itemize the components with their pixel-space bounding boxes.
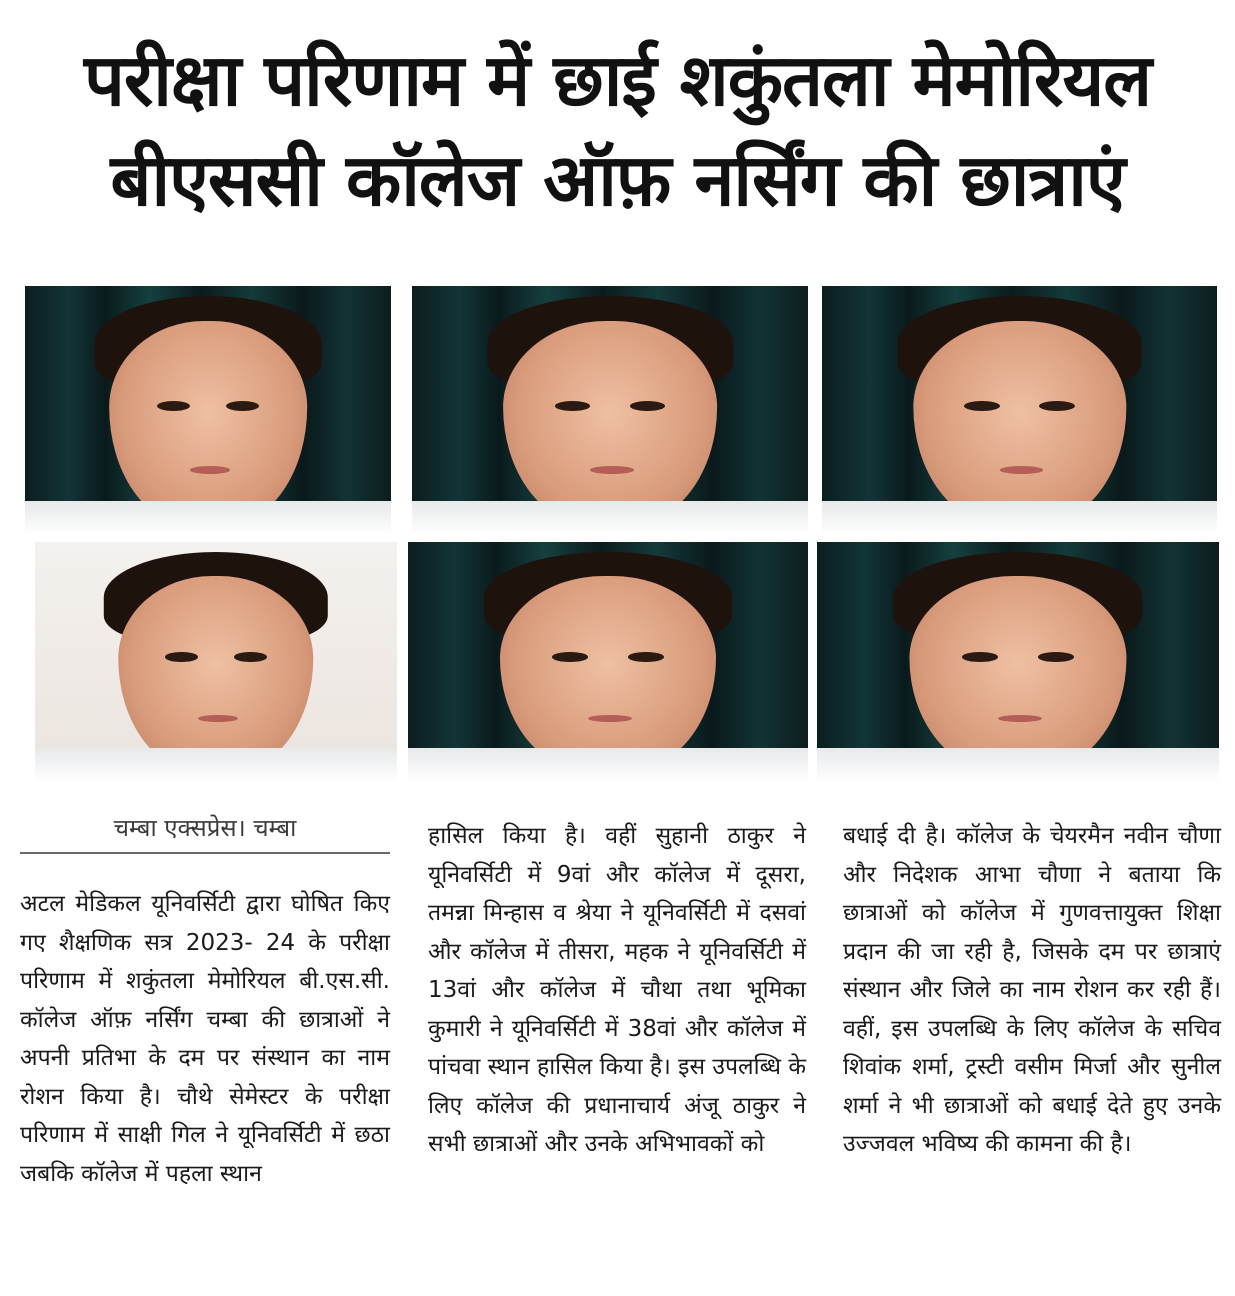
student-photo-3 [822, 286, 1217, 536]
byline-divider [20, 852, 390, 854]
student-photo-5 [408, 542, 808, 782]
byline: चम्बा एक्सप्रेस। चम्बा [113, 814, 297, 842]
column-2-text: हासिल किया है। वहीं सुहानी ठाकुर ने यूनिवर्सिटी में 9वां और कॉलेज में दूसरा, तमन्ना मिन्हास व श्रेया ने यूनिवर्सिटी में दसवां और कॉलेज में तीसरा, महक ने यूनिवर्सिटी में 13वां और कॉलेज में चौथा तथा भूमिका कुमारी ने यूनिवर्सिटी में 38वां और कॉलेज में पांचवा स्थान हासिल किया है। इस उपलब्धि के लिए कॉलेज की प्रधानाचार्य अंजू ठाकुर ने सभी छात्राओं और उनके अभिभावकों को [428, 823, 806, 1157]
student-photo-1 [25, 286, 391, 536]
column-3-text: बधाई दी है। कॉलेज के चेयरमैन नवीन चौणा और निदेशक आभा चौणा ने बताया कि छात्राओं को कॉलेज में गुणवत्तायुक्त शिक्षा प्रदान की जा रही है, जिसके दम पर छात्राएं संस्थान और जिले का नाम रोशन कर रही हैं। वहीं, इस उपलब्धि के लिए कॉलेज के सचिव शिवांक शर्मा, ट्रस्टी वसीम मिर्जा और सुनील शर्मा ने भी छात्राओं को बधाई देते हुए उनके उज्जवल भविष्य की कामना की है। [843, 823, 1221, 1157]
student-photo-2 [412, 286, 808, 536]
headline [0, 30, 1235, 230]
article-column-2 [428, 817, 806, 1164]
article-column-1 [20, 885, 390, 1193]
student-photo-6 [817, 542, 1219, 782]
headline-line-2: बीएससी कॉलेज ऑफ़ नर्सिंग की छात्राएं [110, 138, 1125, 222]
headline-line-1: परीक्षा परिणाम में छाई शकुंतला मेमोरियल [83, 38, 1152, 122]
column-1-text: अटल मेडिकल यूनिवर्सिटी द्वारा घोषित किए गए शैक्षणिक सत्र 2023- 24 के परीक्षा परिणाम में शकुंतला मेमोरियल बी.एस.सी. कॉलेज ऑफ़ नर्सिंग चम्बा की छात्राओं ने अपनी प्रतिभा के दम पर संस्थान का नाम रोशन किया है। चौथे सेमेस्टर के परीक्षा परिणाम में साक्षी गिल ने यूनिवर्सिटी में छठा जबकि कॉलेज में पहला स्थान [20, 891, 390, 1187]
student-photo-4 [35, 542, 397, 782]
article-column-3 [843, 817, 1221, 1164]
